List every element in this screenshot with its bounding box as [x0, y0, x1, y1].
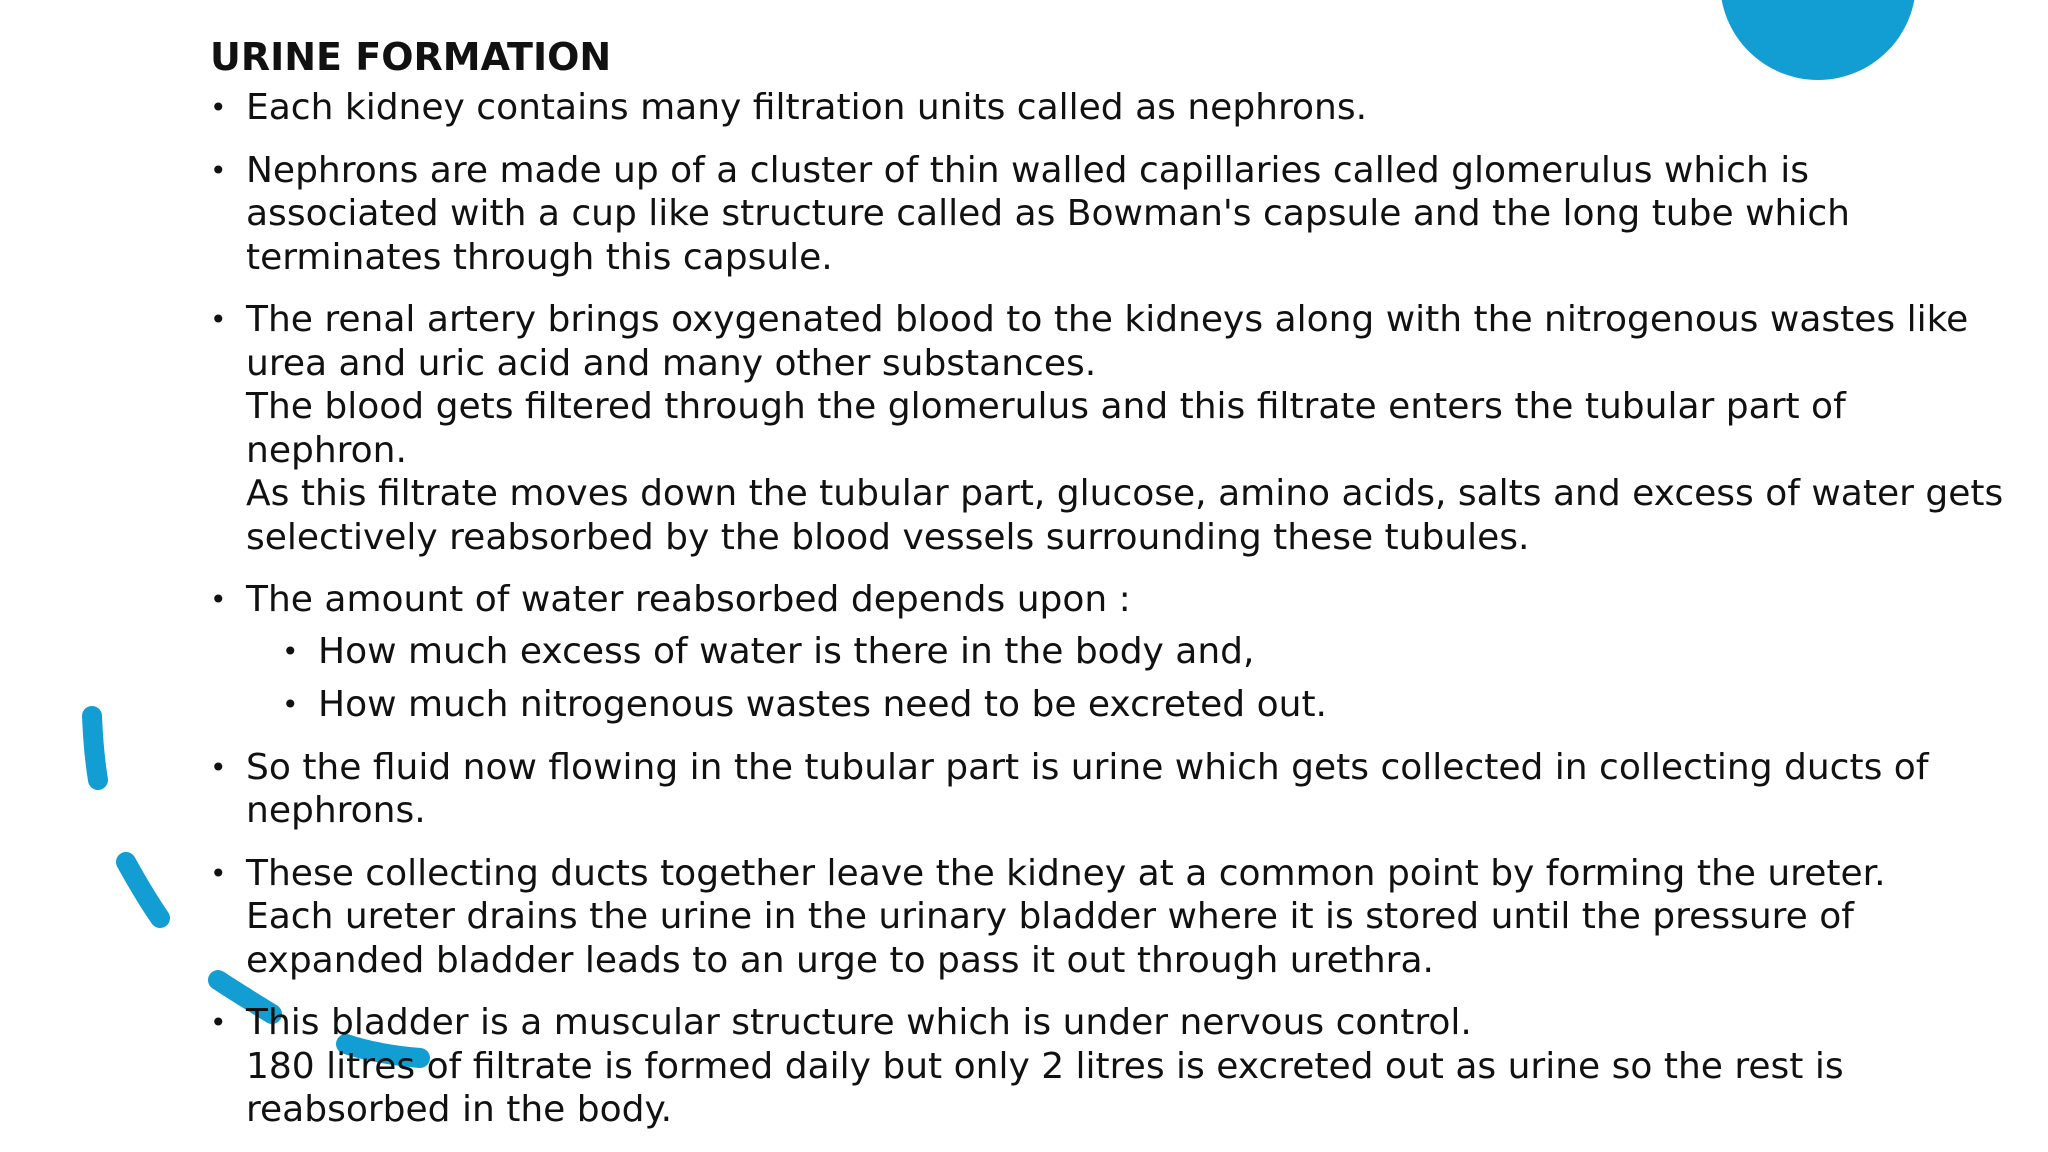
bullet-text: The blood gets filtered through the glomerulus and this filtrate enters the tubular part of nephron.: [246, 386, 1846, 471]
bullet-text: • This bladder is a muscular structure which is under nervous control.: [246, 1002, 1472, 1043]
arc-dash: [92, 716, 98, 780]
slide-title: URINE FORMATION: [210, 35, 612, 79]
sub-bullet-item: • How much nitrogenous wastes need to be excreted out.: [246, 683, 2010, 727]
sub-bullet-list: [246, 630, 2010, 727]
bullet-text: Each ureter drains the urine in the urinary bladder where it is stored until the pressure of expanded bladder leads to an urge to pass it out through urethra.: [246, 896, 1854, 981]
bullet-list: [210, 86, 2010, 1132]
bullet-text: • Nephrons are made up of a cluster of thin walled capillaries called glomerulus which is associated with a cup like structure called as Bowman's capsule and the long tube which terminates through this capsule.: [246, 149, 1850, 278]
bullet-text: As this filtrate moves down the tubular part, glucose, amino acids, salts and excess of water gets selectively reabsorbed by the blood vessels surrounding these tubules.: [246, 473, 2004, 558]
bullet-item: [210, 746, 2010, 833]
sub-bullet-item: • How much excess of water is there in the body and,: [246, 630, 2010, 674]
bullet-text: 180 litres of filtrate is formed daily but only 2 litres is excreted out as urine so the rest is reabsorbed in the body.: [246, 1045, 1844, 1130]
bullet-text: • These collecting ducts together leave the kidney at a common point by forming the ureter.: [246, 852, 1886, 894]
bullet-text: • So the fluid now flowing in the tubular part is urine which gets collected in collecting ducts of nephrons.: [246, 746, 1929, 831]
bullet-item: [210, 86, 2010, 130]
bullet-item: [210, 852, 2010, 983]
bullet-text: • Each kidney contains many filtration units called as nephrons.: [246, 87, 1368, 128]
bullet-item: [210, 149, 2010, 280]
bullet-text: • The renal artery brings oxygenated blood to the kidneys along with the nitrogenous wastes like urea and uric acid and many other substances.: [246, 299, 1969, 384]
bullet-item: [210, 298, 2010, 559]
bullet-text: • The amount of water reabsorbed depends upon :: [246, 579, 1131, 620]
slide-content: [210, 32, 2010, 1151]
bullet-item: [210, 1001, 2010, 1132]
arc-dash: [126, 862, 160, 918]
bullet-item: [210, 578, 2010, 727]
